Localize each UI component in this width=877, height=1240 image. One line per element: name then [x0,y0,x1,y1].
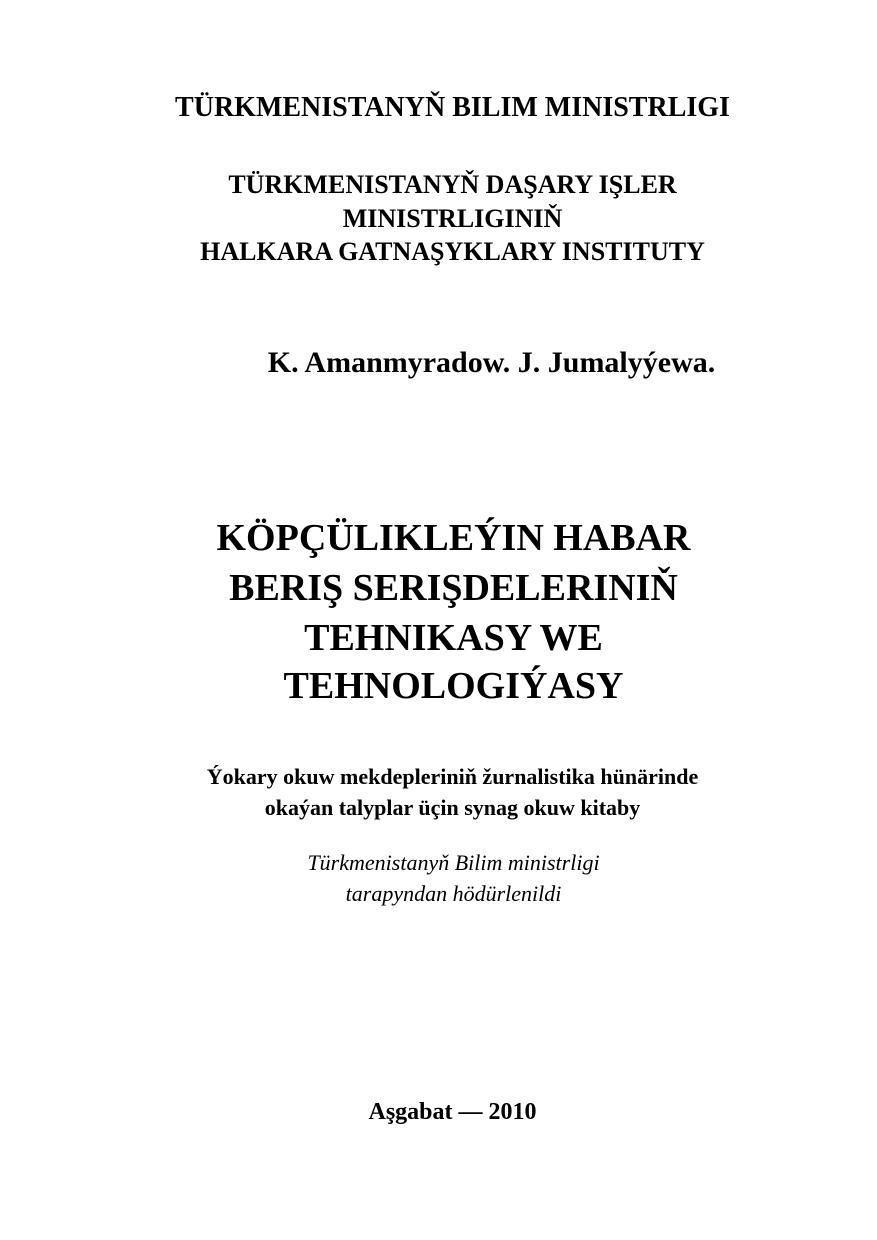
approval-line-1: Türkmenistanyň Bilim ministrligi [307,850,600,875]
approval-line-2: tarapyndan hödürlenildi [345,881,562,906]
book-title-line-2: BERIŞ SERIŞDELERINIŇ [229,567,678,609]
institute-line-3: HALKARA GATNAŞYKLARY INSTITUTY [200,237,705,266]
authors: K. Amanmyradow. J. Jumalyýewa. [267,346,716,379]
book-title-line-4: TEHNOLOGIÝASY [283,665,624,707]
book-title-line-1: KÖPÇÜLIKLEÝIN HABAR [216,517,691,559]
institute-line-2: MINISTRLIGINIŇ [342,204,563,233]
institute-line-1: TÜRKMENISTANYŇ DAŞARY IŞLER [228,170,677,199]
place-and-year: Aşgabat — 2010 [368,1099,537,1125]
subtitle-line-1: Ýokary okuw mekdepleriniň žurnalistika hünärinde [206,764,699,789]
book-title-line-3: TEHNIKASY WE [304,617,603,659]
ministry-heading: TÜRKMENISTANYŇ BILIM MINISTRLIGI [175,92,730,123]
subtitle-line-2: okaýan talyplar üçin synag okuw kitaby [264,795,641,820]
